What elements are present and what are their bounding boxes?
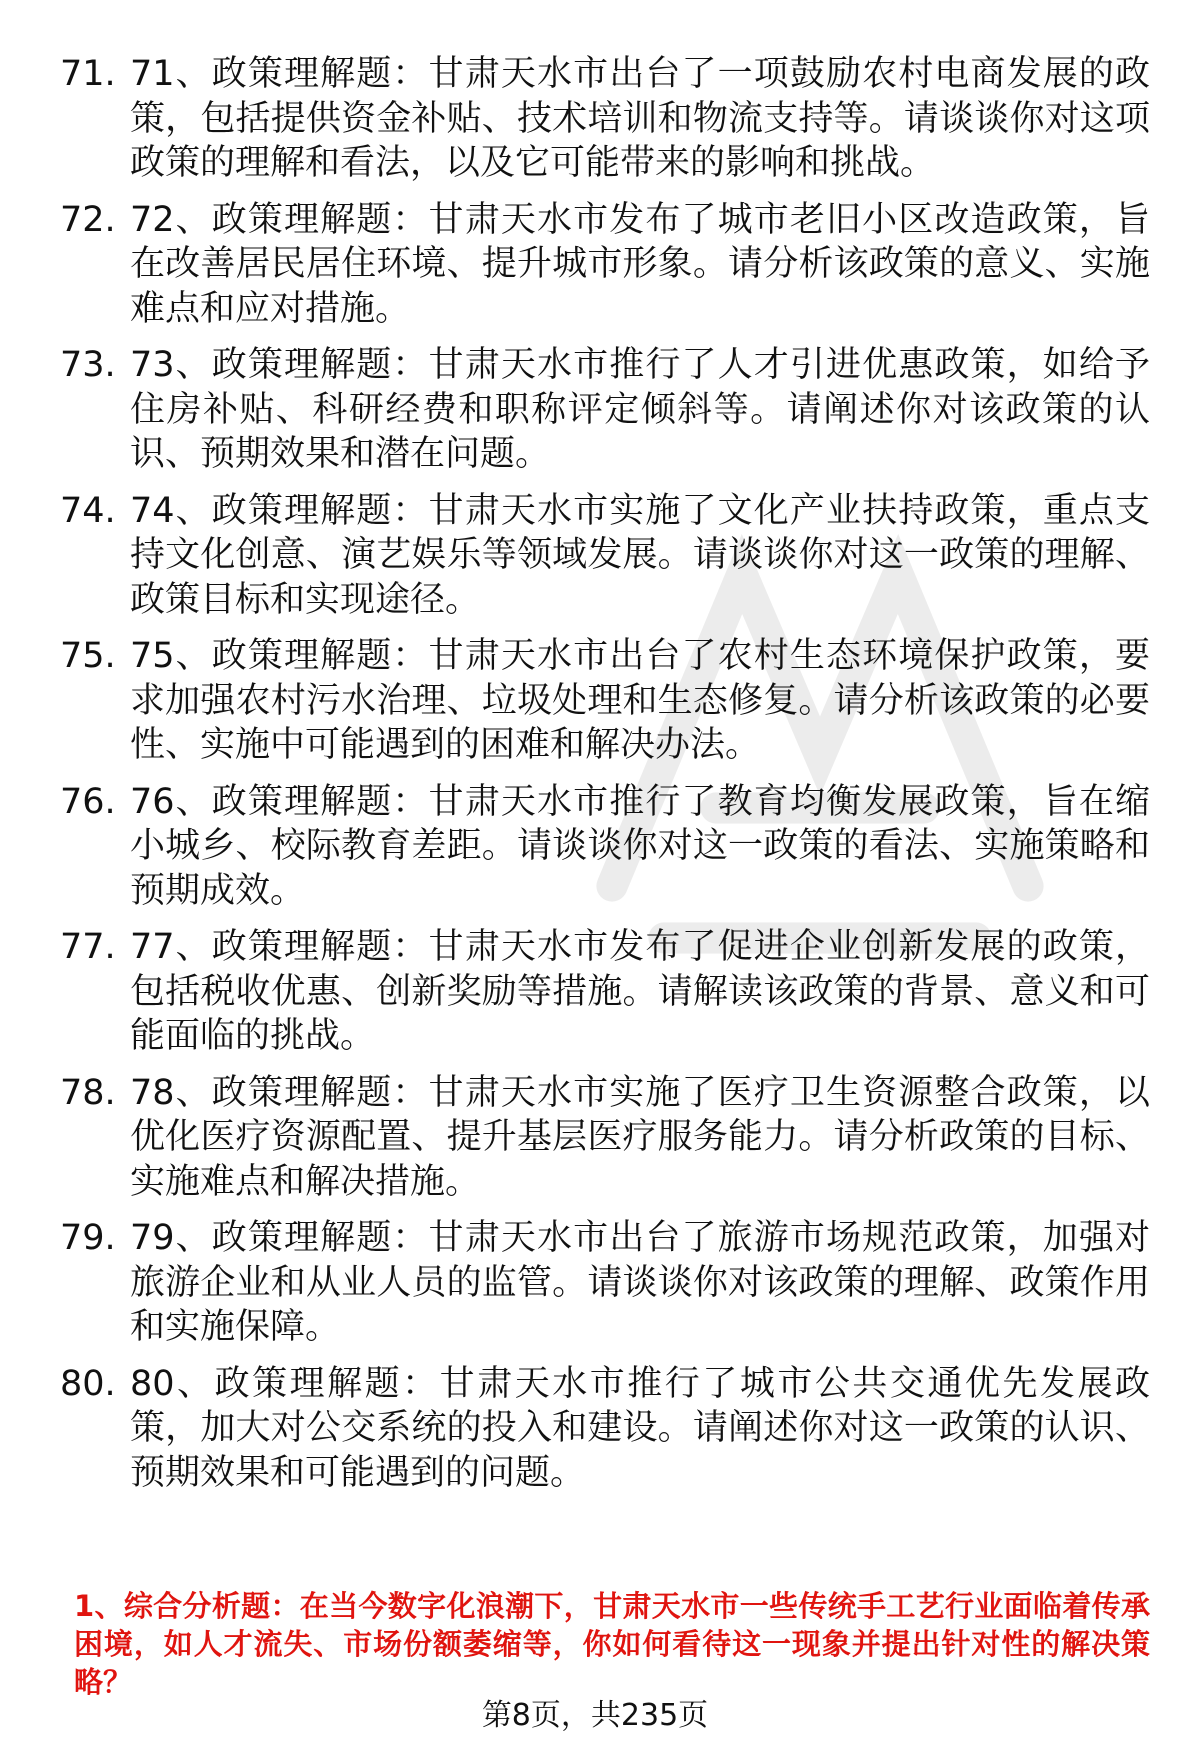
question-text: 72、政策理解题：甘肃天水市发布了城市老旧小区改造政策，旨在改善居民居住环境、提升城市形象。请分析该政策的意义、实施难点和应对措施。 <box>130 199 1150 329</box>
highlight-question: 1、综合分析题：在当今数字化浪潮下，甘肃天水市一些传统手工艺行业面临着传承困境，如人才流失、市场份额萎缩等，你如何看待这一现象并提出针对性的解决策略？ <box>74 1589 1150 1699</box>
question-text: 75、政策理解题：甘肃天水市出台了农村生态环境保护政策，要求加强农村污水治理、垃圾处理和生态修复。请分析该政策的必要性、实施中可能遇到的困难和解决办法。 <box>130 636 1150 765</box>
question-number: 80. <box>60 1363 116 1404</box>
list-item <box>60 780 1150 914</box>
question-text: 78、政策理解题：甘肃天水市实施了医疗卫生资源整合政策，以优化医疗资源配置、提升基层医疗服务能力。请分析政策的目标、实施难点和解决措施。 <box>130 1072 1150 1202</box>
list-item <box>60 489 1150 623</box>
question-number: 75. <box>60 636 116 676</box>
list-item <box>60 925 1150 1059</box>
question-number: 76. <box>60 781 116 822</box>
question-text: 71、政策理解题：甘肃天水市出台了一项鼓励农村电商发展的政策，包括提供资金补贴、技术培训和物流支持等。请谈谈你对这项政策的理解和看法，以及它可能带来的影响和挑战。 <box>130 54 1150 183</box>
question-number: 72. <box>60 199 116 240</box>
page-footer: 第8页，共235页 <box>481 1698 709 1733</box>
list-item <box>60 52 1150 186</box>
question-text: 74、政策理解题：甘肃天水市实施了文化产业扶持政策，重点支持文化创意、演艺娱乐等领域发展。请谈谈你对这一政策的理解、政策目标和实现途径。 <box>130 490 1150 620</box>
question-number: 77. <box>60 927 116 967</box>
list-item <box>60 634 1150 768</box>
list-item <box>60 198 1150 332</box>
question-text: 77、政策理解题：甘肃天水市发布了促进企业创新发展的政策，包括税收优惠、创新奖励等措施。请解读该政策的背景、意义和可能面临的挑战。 <box>130 927 1150 1056</box>
question-number: 78. <box>60 1072 116 1113</box>
question-text: 76、政策理解题：甘肃天水市推行了教育均衡发展政策，旨在缩小城乡、校际教育差距。请谈谈你对这一政策的看法、实施策略和预期成效。 <box>130 781 1150 911</box>
question-text: 80、政策理解题：甘肃天水市推行了城市公共交通优先发展政策，加大对公交系统的投入和建设。请阐述你对这一政策的认识、预期效果和可能遇到的问题。 <box>130 1363 1150 1493</box>
list-item <box>60 1362 1150 1496</box>
question-number: 73. <box>60 345 116 385</box>
question-text: 73、政策理解题：甘肃天水市推行了人才引进优惠政策，如给予住房补贴、科研经费和职称评定倾斜等。请阐述你对该政策的认识、预期效果和潜在问题。 <box>130 345 1150 474</box>
question-text: 79、政策理解题：甘肃天水市出台了旅游市场规范政策，加强对旅游企业和从业人员的监管。请谈谈你对该政策的理解、政策作用和实施保障。 <box>130 1218 1150 1347</box>
list-item <box>60 343 1150 477</box>
question-list <box>60 52 1150 1507</box>
list-item <box>60 1216 1150 1350</box>
list-item <box>60 1071 1150 1205</box>
question-number: 79. <box>60 1218 116 1258</box>
question-number: 74. <box>60 490 116 531</box>
question-number: 71. <box>60 54 116 94</box>
